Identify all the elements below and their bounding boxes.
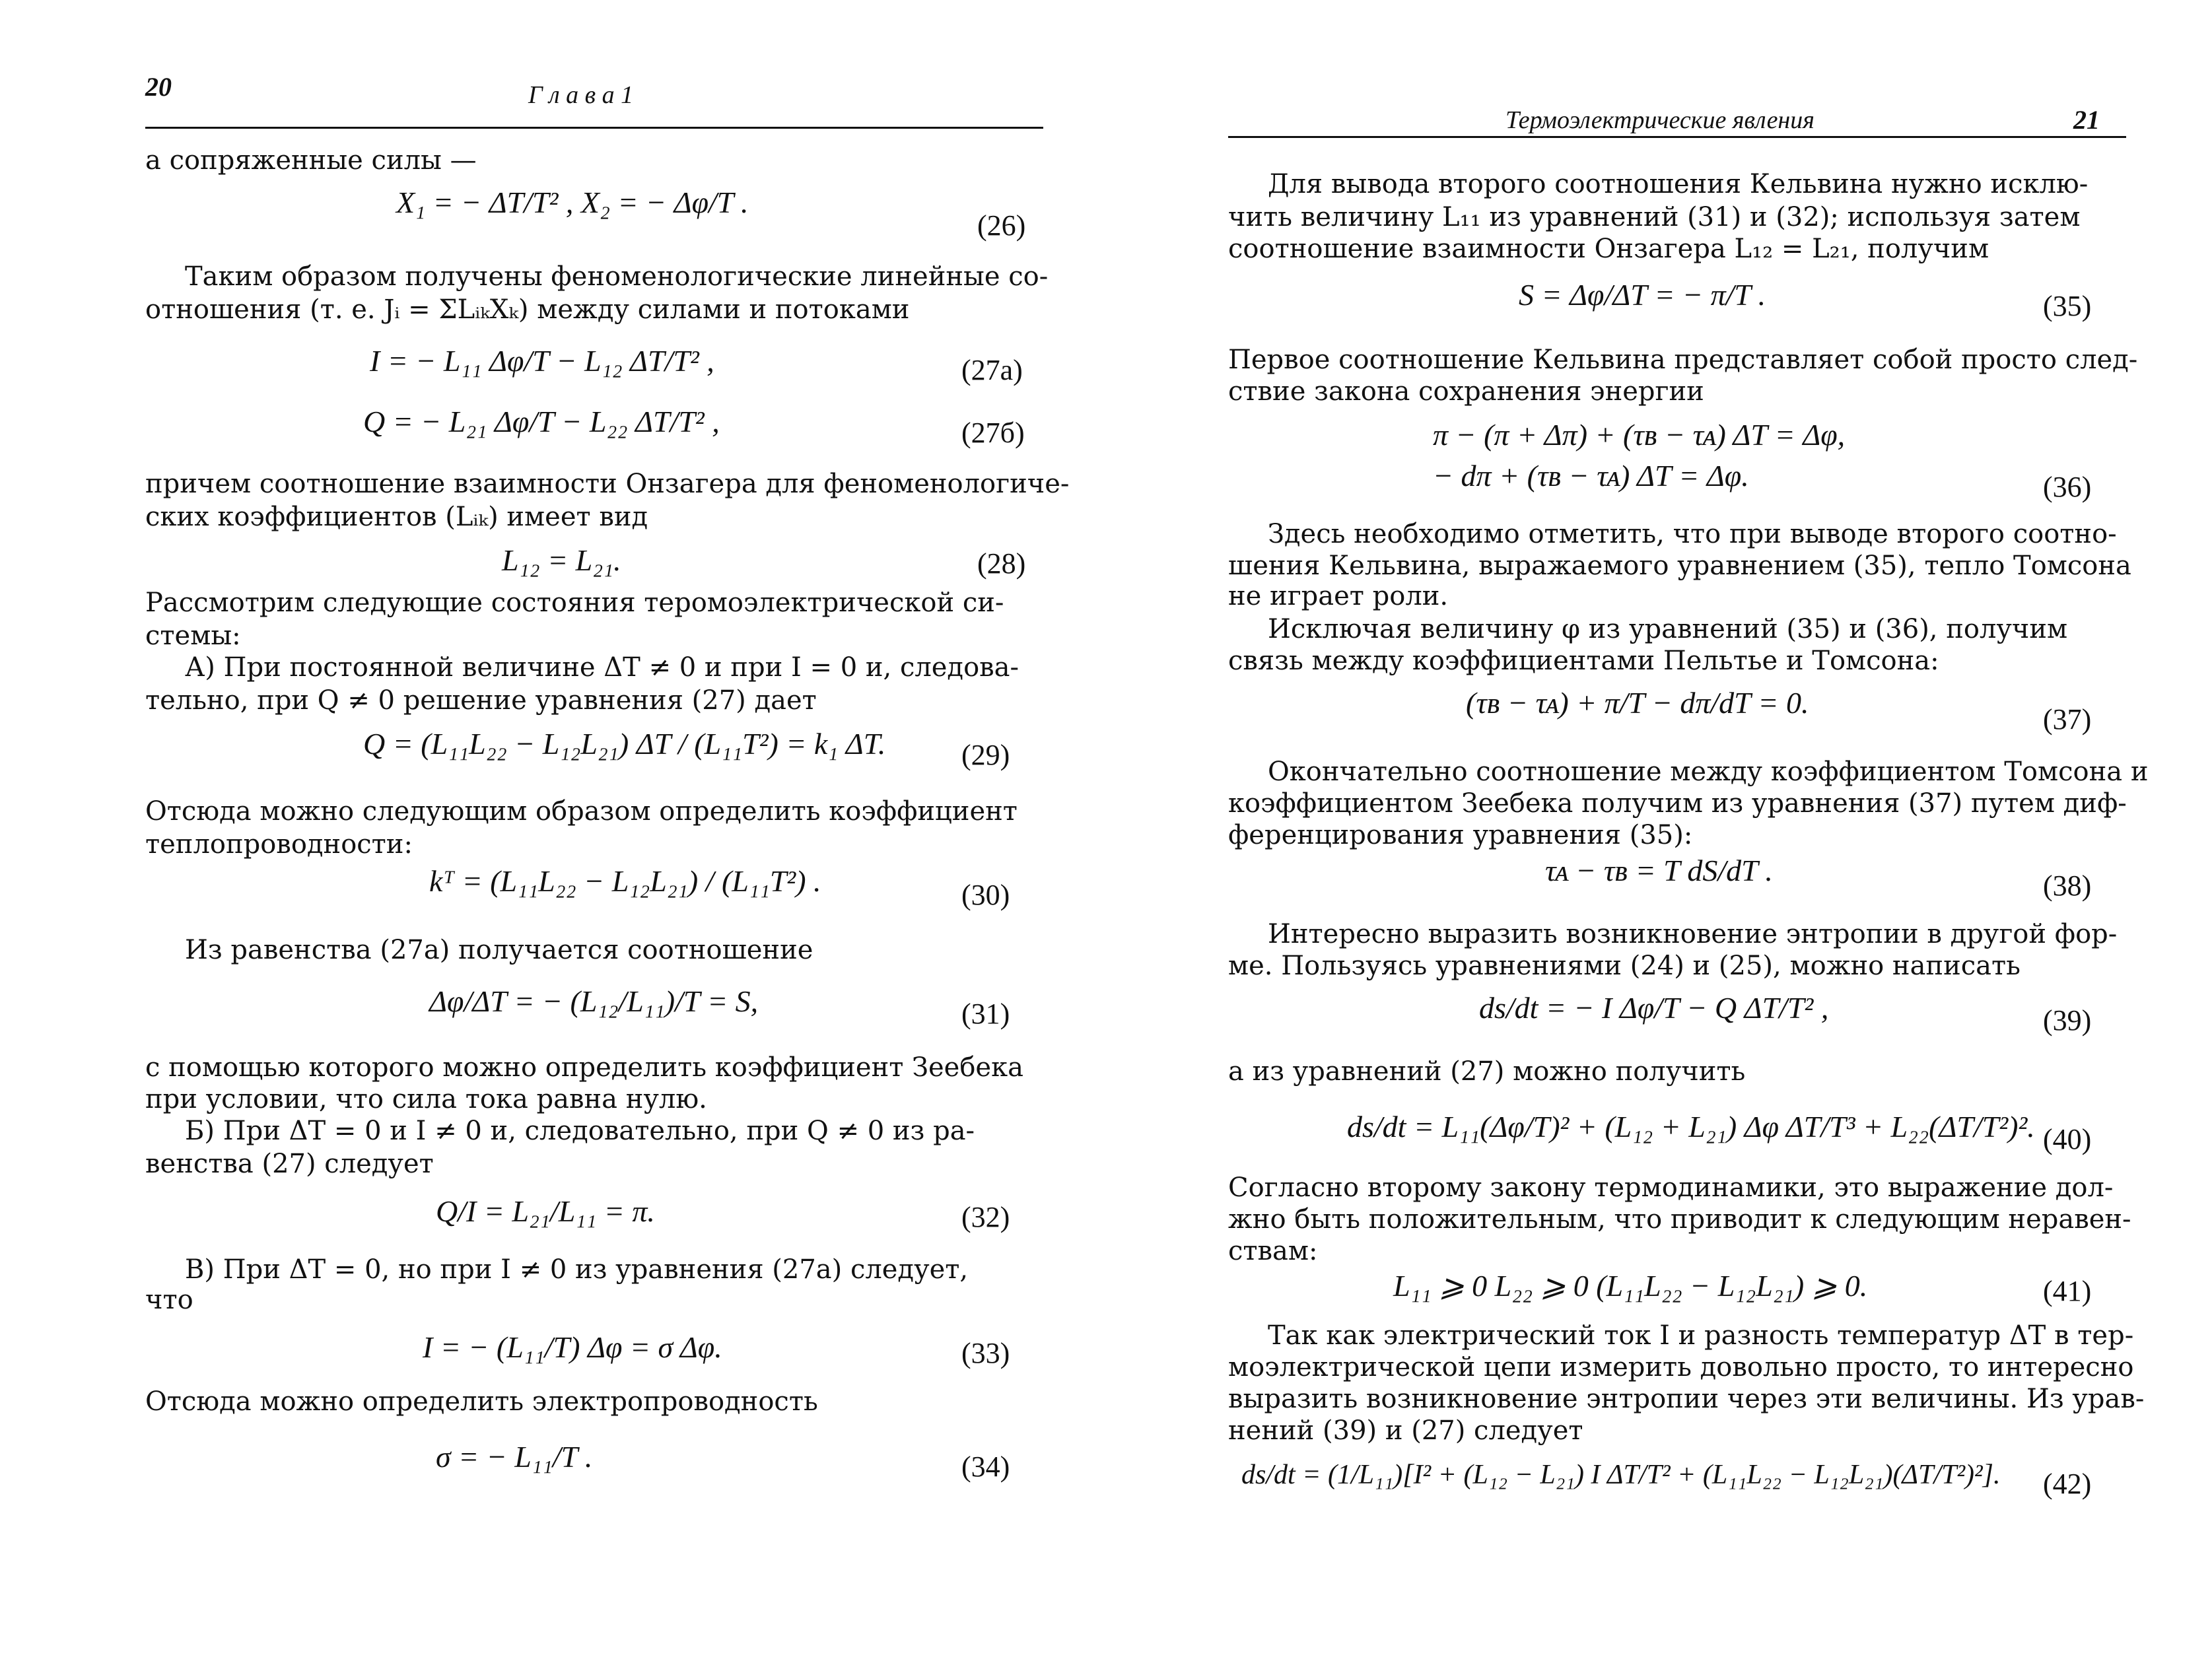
text-line: Для вывода второго соотношения Кельвина нужно исклю- [1268,169,2089,199]
equation: X₁ = − ΔT/T² , X₂ = − Δφ/T . [396,186,749,219]
text-line: связь между коэффициентами Пельтье и Томсона: [1228,646,1939,676]
equation: Q/I = L₂₁/L₁₁ = π. [436,1194,655,1228]
text-line: Таким образом получены феноменологические линейные со- [185,261,1049,292]
equation-number: (30) [961,879,1010,911]
text-line: что [145,1285,193,1315]
header-rule [1228,136,2126,138]
equation-number: (34) [961,1450,1010,1483]
text-line: тельно, при Q ≠ 0 решение уравнения (27) дает [145,685,817,716]
page-number: 21 [2073,105,2100,135]
running-head: Г л а в а 1 [528,81,634,109]
text-line: стемы: [145,621,241,651]
text-line: не играет роли. [1228,581,1449,611]
text-line: ских коэффициентов (Lᵢₖ) имеет вид [145,502,648,532]
text-line: причем соотношение взаимности Онзагера для феноменологиче- [145,469,1070,499]
text-line: чить величину L₁₁ из уравнений (31) и (32); используя затем [1228,202,2081,232]
text-line: Отсюда можно следующим образом определить коэффициент [145,796,1018,827]
text-line: коэффициентом Зеебека получим из уравнения (37) путем диф- [1228,788,2127,819]
equation: L₁₁ ⩾ 0 L₂₂ ⩾ 0 (L₁₁L₂₂ − L₁₂L₂₁) ⩾ 0. [1393,1269,1868,1303]
text-line: а из уравнений (27) можно получить [1228,1056,1746,1087]
equation-number: (40) [2043,1123,2092,1155]
text-line: Рассмотрим следующие состояния теромоэлектрической си- [145,588,1004,618]
equation-number: (36) [2043,471,2092,503]
text-line: Интересно выразить возникновение энтропии в другой фор- [1268,919,2118,949]
equation: Q = − L₂₁ Δφ/T − L₂₂ ΔT/T² , [363,405,720,438]
text-line: Здесь необходимо отметить, что при выводе второго соотно- [1268,519,2117,549]
equation-number: (38) [2043,869,2092,902]
left-page [119,0,1070,1669]
text-line: с помощью которого можно определить коэффициент Зеебека [145,1052,1023,1083]
equation-number: (39) [2043,1004,2092,1037]
equation: I = − L₁₁ Δφ/T − L₁₂ ΔT/T² , [370,344,714,378]
text-line: отношения (т. е. Jᵢ = ΣLᵢₖXₖ) между силами и потоками [145,294,910,325]
text-line: Отсюда можно определить электропроводность [145,1386,818,1417]
text-line: В) При ΔT = 0, но при I ≠ 0 из уравнения (27а) следует, [185,1254,969,1285]
equation: Δφ/ΔT = − (L₁₂/L₁₁)/T = S, [429,984,759,1018]
equation-number: (31) [961,998,1010,1030]
equation: L₁₂ = L₂₁. [502,543,621,577]
equation: S = Δφ/ΔT = − π/T . [1519,278,1766,312]
text-line: Первое соотношение Кельвина представляет собой просто след- [1228,345,2138,375]
equation-number: (35) [2043,290,2092,322]
equation-number: (42) [2043,1468,2092,1500]
equation-number: (27а) [961,354,1023,386]
text-line: нений (39) и (27) следует [1228,1415,1583,1446]
page-number: 20 [145,72,172,102]
text-line: Так как электрический ток I и разность температур ΔT в тер- [1268,1320,2134,1351]
text-line: Согласно второму закону термодинамики, это выражение дол- [1228,1173,2114,1203]
text-line: Б) При ΔT = 0 и I ≠ 0 и, следовательно, при Q ≠ 0 из ра- [185,1116,975,1146]
text-line: теплопроводности: [145,829,413,860]
text-line: ференцирования уравнения (35): [1228,820,1693,850]
text-line: а сопряженные силы — [145,145,477,176]
text-line: ствие закона сохранения энергии [1228,376,1704,407]
equation: Q = (L₁₁L₂₂ − L₁₂L₂₁) ΔT / (L₁₁T²) = k₁ ΔT. [363,727,886,761]
text-line: шения Кельвина, выражаемого уравнением (35), тепло Томсона [1228,551,2131,581]
equation: I = − (L₁₁/T) Δφ = σ Δφ. [423,1330,722,1364]
text-line: А) При постоянной величине ΔT ≠ 0 и при I = 0 и, следова- [185,652,1020,683]
equation-number: (29) [961,739,1010,771]
equation: σ = − L₁₁/T . [436,1440,593,1474]
running-head: Термоэлектрические явления [1505,106,1815,134]
equation-number: (27б) [961,417,1025,449]
text-line: Из равенства (27а) получается соотношение [185,935,813,965]
equation-number: (26) [977,209,1026,242]
text-line: ме. Пользуясь уравнениями (24) и (25), можно написать [1228,951,2021,981]
text-line: ствам: [1228,1236,1318,1266]
equation-number: (33) [961,1337,1010,1369]
equation: − dπ + (τʙ − τᴀ) ΔT = Δφ. [1433,459,1749,493]
equation-number: (37) [2043,703,2092,735]
text-line: соотношение взаимности Онзагера L₁₂ = L₂₁, получим [1228,234,1989,264]
text-line: жно быть положительным, что приводит к следующим неравен- [1228,1204,2131,1235]
equation-number: (28) [977,547,1026,580]
equation: ds/dt = (1/L₁₁)[I² + (L₁₂ − L₂₁) I ΔT/T² + (L₁₁L₂₂ − L₁₂L₂₁)(ΔT/T²)²]. [1241,1460,2001,1490]
text-line: выразить возникновение энтропии через эти величины. Из урав- [1228,1384,2145,1414]
text-line: Окончательно соотношение между коэффициентом Томсона и [1268,757,2149,787]
text-line: моэлектрической цепи измерить довольно просто, то интересно [1228,1352,2134,1382]
text-line: венства (27) следует [145,1149,434,1179]
equation: ds/dt = − I Δφ/T − Q ΔT/T² , [1479,991,1829,1025]
equation: ds/dt = L₁₁(Δφ/T)² + (L₁₂ + L₂₁) Δφ ΔT/T³ + L₂₂(ΔT/T²)². [1347,1110,2035,1143]
equation: π − (π + Δπ) + (τʙ − τᴀ) ΔT = Δφ, [1433,418,1846,452]
right-page [1215,0,2149,1669]
header-rule [145,127,1043,129]
text-line: при условии, что сила тока равна нулю. [145,1084,707,1114]
equation-number: (41) [2043,1275,2092,1307]
equation: kᵀ = (L₁₁L₂₂ − L₁₂L₂₁) / (L₁₁T²) . [429,864,821,898]
text-line: Исключая величину φ из уравнений (35) и (36), получим [1268,614,2068,644]
equation-number: (32) [961,1201,1010,1233]
equation: τᴀ − τʙ = T dS/dT . [1545,854,1773,887]
equation: (τʙ − τᴀ) + π/T − dπ/dT = 0. [1466,686,1809,720]
